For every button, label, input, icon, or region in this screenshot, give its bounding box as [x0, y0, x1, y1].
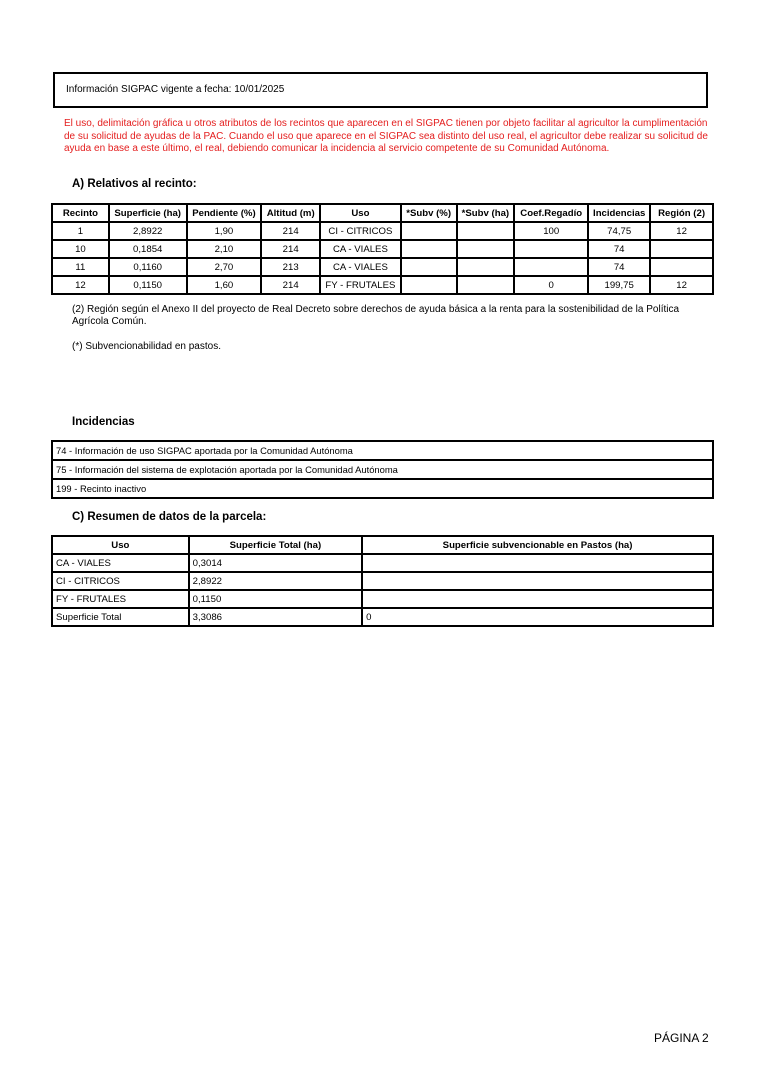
- section-a-title: A) Relativos al recinto:: [72, 178, 197, 190]
- table-cell: 74,75: [588, 222, 650, 240]
- column-header: Región (2): [650, 204, 713, 222]
- table-cell: 0: [362, 608, 713, 626]
- table-cell: CA - VIALES: [320, 258, 401, 276]
- table-cell: FY - FRUTALES: [52, 590, 189, 608]
- table-cell: 213: [261, 258, 320, 276]
- table-cell: 214: [261, 240, 320, 258]
- table-cell: 0,1150: [109, 276, 187, 294]
- table-cell: 1,60: [187, 276, 262, 294]
- table-cell: 199,75: [588, 276, 650, 294]
- recinto-header-row: [52, 204, 713, 222]
- table-cell: 0,1150: [189, 590, 362, 608]
- table-cell: 214: [261, 222, 320, 240]
- table-cell: 0: [514, 276, 588, 294]
- table-cell: [362, 572, 713, 590]
- table-cell: 0,1160: [109, 258, 187, 276]
- info-box: [53, 72, 708, 108]
- table-cell: CA - VIALES: [320, 240, 401, 258]
- column-header: *Subv (ha): [457, 204, 515, 222]
- table-cell: Superficie Total: [52, 608, 189, 626]
- table-cell: [362, 590, 713, 608]
- table-cell: [401, 240, 457, 258]
- table-cell: CI - CITRICOS: [52, 572, 189, 590]
- table-cell: 2,8922: [189, 572, 362, 590]
- table-cell: 74: [588, 240, 650, 258]
- table-cell: [457, 240, 515, 258]
- table-cell: [362, 554, 713, 572]
- incidencia-text: 199 - Recinto inactivo: [52, 479, 713, 498]
- table-cell: 0,1854: [109, 240, 187, 258]
- column-header: Pendiente (%): [187, 204, 262, 222]
- info-date-text: Información SIGPAC vigente a fecha: 10/01/2025: [66, 84, 285, 95]
- column-header: Superficie subvencionable en Pastos (ha): [362, 536, 713, 554]
- column-header: Coef.Regadío: [514, 204, 588, 222]
- table-cell: 3,3086: [189, 608, 362, 626]
- table-cell: 1: [52, 222, 109, 240]
- warning-text: El uso, delimitación gráfica u otros atributos de los recintos que aparecen en el SIGPAC tienen por objeto facilitar al agricultor la cumplimentación de su solicitud de ayudas de la PAC. Cuando el uso que aparece en el SIGPAC sea distinto del uso real, el agricultor debe realizar su solicitud de ayuda en base a este último, el real, debiendo comunicar la incidencia al servicio competente de su Comunidad Autónoma.: [64, 118, 708, 154]
- table-cell: [457, 222, 515, 240]
- note-region: (2) Región según el Anexo II del proyecto de Real Decreto sobre derechos de ayuda básica a la renta para la sostenibilidad de la Política Agrícola Común.: [72, 304, 680, 327]
- table-cell: [457, 258, 515, 276]
- table-cell: 1,90: [187, 222, 262, 240]
- column-header: Uso: [52, 536, 189, 554]
- table-cell: [401, 276, 457, 294]
- table-cell: 10: [52, 240, 109, 258]
- table-cell: [401, 258, 457, 276]
- column-header: Superficie Total (ha): [189, 536, 362, 554]
- table-cell: 11: [52, 258, 109, 276]
- table-cell: CI - CITRICOS: [320, 222, 401, 240]
- table-row: [52, 258, 713, 276]
- table-cell: 214: [261, 276, 320, 294]
- resumen-table: [51, 535, 714, 627]
- incidencia-text: 74 - Información de uso SIGPAC aportada por la Comunidad Autónoma: [52, 441, 713, 460]
- table-cell: 2,8922: [109, 222, 187, 240]
- table-row: [52, 608, 713, 626]
- table-row: [52, 222, 713, 240]
- note-subv: (*) Subvencionabilidad en pastos.: [72, 341, 221, 352]
- list-item: [52, 441, 713, 460]
- table-cell: [514, 258, 588, 276]
- table-cell: [401, 222, 457, 240]
- column-header: Superficie (ha): [109, 204, 187, 222]
- column-header: Altitud (m): [261, 204, 320, 222]
- column-header: Recinto: [52, 204, 109, 222]
- section-c-title: C) Resumen de datos de la parcela:: [72, 511, 267, 523]
- table-cell: [650, 240, 713, 258]
- recinto-table: [51, 203, 714, 295]
- list-item: [52, 479, 713, 498]
- column-header: Uso: [320, 204, 401, 222]
- table-row: [52, 590, 713, 608]
- table-cell: 12: [650, 276, 713, 294]
- table-cell: FY - FRUTALES: [320, 276, 401, 294]
- incidencias-title: Incidencias: [72, 416, 135, 428]
- column-header: *Subv (%): [401, 204, 457, 222]
- table-row: [52, 554, 713, 572]
- table-cell: [514, 240, 588, 258]
- table-row: [52, 572, 713, 590]
- page-number: PÁGINA 2: [654, 1031, 709, 1045]
- table-cell: 74: [588, 258, 650, 276]
- incidencias-table: [51, 440, 714, 499]
- table-cell: [457, 276, 515, 294]
- table-row: [52, 276, 713, 294]
- table-row: [52, 240, 713, 258]
- resumen-header-row: [52, 536, 713, 554]
- table-cell: 12: [52, 276, 109, 294]
- table-cell: 100: [514, 222, 588, 240]
- table-cell: CA - VIALES: [52, 554, 189, 572]
- table-cell: 2,10: [187, 240, 262, 258]
- list-item: [52, 460, 713, 479]
- table-cell: 0,3014: [189, 554, 362, 572]
- column-header: Incidencias: [588, 204, 650, 222]
- table-cell: 12: [650, 222, 713, 240]
- table-cell: [650, 258, 713, 276]
- table-cell: 2,70: [187, 258, 262, 276]
- incidencia-text: 75 - Información del sistema de explotación aportada por la Comunidad Autónoma: [52, 460, 713, 479]
